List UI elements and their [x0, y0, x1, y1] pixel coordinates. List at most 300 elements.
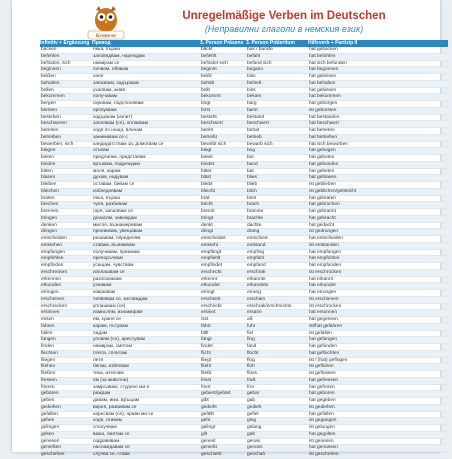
- table-row: [40, 88, 448, 95]
- cell-translation: ставам, възниквам: [93, 242, 135, 248]
- cell-participle: hat gebeten: [309, 168, 335, 174]
- cell-translation: намирам се: [93, 60, 120, 66]
- table-row: [40, 385, 448, 392]
- page-subtitle: (Неправилни глаголи в немския език): [204, 24, 364, 34]
- cell-translation: пропуквам: [93, 107, 117, 113]
- cell-infinitive: gelten: [41, 431, 55, 437]
- logo-text: Kentavar: [95, 33, 117, 39]
- cell-present: bindet: [201, 161, 215, 167]
- cell-preterite: beschwert: [247, 121, 269, 127]
- cell-present: erschrickt: [201, 269, 222, 275]
- cell-present: birgt: [201, 101, 211, 106]
- cell-present: gefällt: [201, 411, 214, 417]
- cell-translation: оставам, бивам се: [93, 182, 135, 187]
- cell-present: gilt: [201, 431, 208, 437]
- cell-preterite: drang: [247, 229, 260, 235]
- cell-infinitive: entscheiden: [41, 236, 67, 241]
- cell-infinitive: befinden, sich: [41, 60, 71, 66]
- cell-preterite: fing: [247, 337, 255, 343]
- cell-infinitive: erscheinen: [41, 296, 65, 302]
- cell-preterite: gebar: [247, 391, 260, 397]
- cell-present: beschwert: [201, 121, 223, 127]
- cell-participle: hat begonnen: [309, 67, 339, 73]
- cell-present: befindet sich: [201, 60, 228, 66]
- cell-translation: скривам, подслонявам: [93, 101, 144, 106]
- cell-present: beginnt: [201, 67, 217, 73]
- cell-preterite: bat: [247, 168, 254, 174]
- table-row: [40, 337, 448, 344]
- cell-participle: ist geschehen: [309, 452, 339, 457]
- table-row: [40, 317, 448, 324]
- cell-present: betreibt: [201, 134, 217, 140]
- cell-preterite: band: [247, 161, 258, 167]
- cell-participle: ist gelungen: [309, 425, 335, 430]
- cell-preterite: bewarb sich: [247, 141, 273, 147]
- cell-preterite: fuhr: [247, 323, 256, 329]
- cell-present: fließt: [201, 371, 212, 376]
- cell-translation: наслаждавам се: [93, 445, 130, 451]
- cell-translation: ям (за животни): [93, 377, 129, 383]
- cell-present: ersinnt: [201, 310, 216, 316]
- cell-infinitive: genesen: [41, 438, 60, 444]
- cell-infinitive: backen: [41, 47, 57, 52]
- cell-translation: карам, пътувам: [93, 323, 128, 329]
- table-row: [40, 290, 448, 297]
- cell-participle: hat gefressen: [309, 377, 339, 383]
- table-row: [40, 189, 448, 196]
- cell-preterite: flog: [247, 357, 255, 363]
- cell-infinitive: betreiben: [41, 134, 62, 140]
- cell-participle: hat entschieden: [309, 236, 343, 241]
- table-row: [40, 297, 448, 304]
- cell-preterite: dachte: [247, 222, 262, 228]
- cell-preterite: fror: [247, 384, 255, 390]
- cell-translation: запазвам, задържам: [93, 80, 139, 86]
- cell-present: behält: [201, 80, 215, 86]
- cell-participle: hat bekommen: [309, 94, 341, 100]
- cell-participle: hat geborgen: [309, 101, 338, 106]
- cell-present: bleibt: [201, 182, 213, 187]
- cell-infinitive: bergen: [41, 101, 56, 106]
- table-row: [40, 283, 448, 290]
- header-participle: Hilfsverb + Partizip II: [308, 40, 358, 46]
- cell-participle: hat geboten: [309, 155, 335, 160]
- cell-translation: решавам, определям: [93, 236, 141, 241]
- cell-infinitive: bellen: [41, 87, 54, 93]
- cell-present: geht: [201, 418, 211, 424]
- cell-translation: вирея, развивам се: [93, 404, 137, 410]
- cell-present: genest: [201, 438, 216, 444]
- cell-present: flicht: [201, 350, 211, 356]
- cell-preterite: biss: [247, 74, 256, 79]
- cell-infinitive: brechen: [41, 202, 59, 208]
- table-row: [40, 223, 448, 230]
- cell-infinitive: blasen: [41, 175, 56, 181]
- table-row: [40, 344, 448, 351]
- cell-infinitive: bitten: [41, 168, 53, 174]
- cell-infinitive: behalten: [41, 80, 60, 86]
- cell-translation: намирам, смятам: [93, 344, 132, 349]
- cell-preterite: fiel: [247, 330, 254, 336]
- cell-participle: hat geflochten: [309, 350, 340, 356]
- cell-translation: сполучвам: [93, 425, 117, 430]
- cell-present: friert: [201, 384, 211, 390]
- cell-present: fällt: [201, 330, 209, 336]
- cell-infinitive: beginnen: [41, 67, 61, 73]
- table-row: [40, 425, 448, 432]
- table-row: [40, 202, 448, 209]
- cell-participle: hat bestanden: [309, 114, 340, 120]
- table-row: [40, 94, 448, 101]
- cell-infinitive: bieten: [41, 155, 55, 160]
- cell-infinitive: biegen: [41, 148, 56, 154]
- cell-participle: hat gefangen: [309, 337, 338, 343]
- cell-participle: hat genossen: [309, 445, 338, 451]
- cell-present: bläst: [201, 175, 212, 181]
- cell-preterite: aß: [247, 317, 253, 322]
- cell-translation: ухапвам, живя: [93, 87, 126, 93]
- cell-preterite: fraß: [247, 377, 256, 383]
- cell-preterite: gelang: [247, 425, 262, 430]
- cell-participle: hat sich befunden: [309, 60, 347, 66]
- cell-infinitive: fließen: [41, 371, 56, 376]
- cell-translation: уплашвам (се): [93, 303, 126, 309]
- table-row: [40, 47, 448, 54]
- cell-infinitive: erschrecken: [41, 303, 68, 309]
- cell-participle: hat befohlen: [309, 53, 336, 59]
- cell-preterite: erschrak/erschreckte: [247, 303, 292, 309]
- table-row: [40, 310, 448, 317]
- header-translation: Превод: [92, 40, 111, 46]
- cell-present: denkt: [201, 222, 213, 228]
- cell-preterite: empfing: [247, 249, 265, 255]
- cell-infinitive: fallen: [41, 330, 53, 336]
- header-infinitive: Infinitiv + Ergänzung: [40, 40, 90, 46]
- table-row: [40, 351, 448, 358]
- cell-preterite: behielt: [247, 80, 262, 86]
- cell-infinitive: erkunden: [41, 283, 62, 289]
- cell-infinitive: empfehlen: [41, 256, 64, 262]
- cell-participle: ist geborsten: [309, 107, 337, 113]
- cell-infinitive: bewerben, sich: [41, 141, 74, 147]
- cell-present: erkennt: [201, 276, 217, 282]
- table-row: [40, 439, 448, 446]
- cell-preterite: flocht: [247, 350, 259, 356]
- cell-participle: hat gebrannt: [309, 209, 336, 214]
- cell-participle: hat gebrochen: [309, 202, 340, 208]
- cell-participle: hat betreten: [309, 128, 335, 133]
- cell-preterite: gefiel: [247, 411, 259, 417]
- cell-translation: връзвам, подреждам: [93, 161, 140, 167]
- cell-present: beißt: [201, 74, 212, 79]
- cell-preterite: ging: [247, 418, 257, 424]
- cell-participle: ist geflohen: [309, 364, 334, 370]
- cell-preterite: bot: [247, 155, 254, 160]
- cell-present: frisst: [201, 377, 212, 383]
- cell-infinitive: bersten: [41, 107, 57, 113]
- cell-translation: получавам, приемам: [93, 249, 140, 255]
- cell-translation: бягам, избягвам: [93, 364, 129, 370]
- cell-participle: hat behalten: [309, 80, 336, 86]
- table-row: [40, 324, 448, 331]
- cell-participle: hat erkundet: [309, 283, 336, 289]
- table-row: [40, 108, 448, 115]
- cell-participle: ist genesen: [309, 438, 334, 444]
- cell-present: erkundet: [201, 283, 220, 289]
- cell-infinitive: ersinnen: [41, 310, 60, 316]
- verb-poster: [12, 0, 440, 457]
- cell-translation: чупя, разбивам: [93, 202, 128, 208]
- cell-preterite: erschien: [247, 296, 266, 302]
- cell-present: entscheidet: [201, 236, 226, 241]
- cell-translation: летя: [93, 357, 104, 363]
- cell-present: bellt: [201, 87, 210, 93]
- cell-infinitive: bekommen: [41, 94, 65, 100]
- cell-present: brät: [201, 195, 210, 201]
- cell-participle: hat gebissen: [309, 87, 337, 93]
- cell-participle: ist gediehen: [309, 404, 335, 410]
- table-row: [40, 121, 448, 128]
- cell-infinitive: entstehen: [41, 242, 63, 248]
- table-row: [40, 81, 448, 88]
- table-row: [40, 256, 448, 263]
- cell-present: besteht: [201, 114, 217, 120]
- cell-translation: избледнявам: [93, 188, 123, 194]
- cell-infinitive: finden: [41, 344, 55, 349]
- cell-translation: измислям, изнамирам: [93, 310, 143, 316]
- cell-preterite: begann: [247, 67, 264, 73]
- table-row: [40, 412, 448, 419]
- cell-participle: hat empfohlen: [309, 256, 340, 262]
- cell-participle: hat sich beworben: [309, 141, 348, 147]
- cell-infinitive: dringen: [41, 229, 58, 235]
- cell-present: erringt: [201, 290, 215, 295]
- cell-translation: кандидатствам за, домогвам се: [93, 141, 164, 147]
- cell-infinitive: fressen: [41, 377, 57, 383]
- cell-translation: почвам, обявам: [93, 67, 129, 73]
- cell-present: gedeiht: [201, 404, 217, 410]
- cell-preterite: erkundete: [247, 283, 269, 289]
- header-present: 3. Person Präsens: [200, 40, 244, 46]
- cell-present: bleicht: [201, 188, 215, 194]
- cell-infinitive: empfinden: [41, 263, 64, 268]
- cell-preterite: briet: [247, 195, 257, 201]
- table-row: [40, 277, 448, 284]
- cell-present: erschrickt: [201, 303, 222, 309]
- verb-table: [40, 47, 448, 459]
- table-row: [40, 304, 448, 311]
- cell-present: gebiert/gebärt: [201, 391, 231, 397]
- cell-infinitive: frieren: [41, 384, 55, 390]
- cell-present: dringt: [201, 229, 213, 235]
- cell-participle: hat gebraten: [309, 195, 336, 201]
- cell-infinitive: braten: [41, 195, 55, 201]
- cell-participle: ist geblieben: [309, 182, 336, 187]
- table-row: [40, 54, 448, 61]
- cell-preterite: gab: [247, 398, 256, 403]
- table-row: [40, 405, 448, 412]
- cell-participle: hat gegolten: [309, 431, 336, 437]
- cell-preterite: befahl: [247, 53, 261, 59]
- cell-infinitive: geschehen: [41, 452, 65, 457]
- cell-infinitive: fangen: [41, 337, 56, 343]
- cell-translation: усещам, чувствам: [93, 263, 134, 268]
- table-row: [40, 169, 448, 176]
- table-row: [40, 371, 448, 378]
- cell-participle: hat gebissen: [309, 74, 337, 79]
- cell-translation: появявам се, изглеждам: [93, 296, 148, 302]
- cell-preterite: genas: [247, 438, 261, 444]
- cell-present: geschieht: [201, 452, 222, 457]
- table-row: [40, 162, 448, 169]
- cell-preterite: barg: [247, 101, 257, 106]
- cell-infinitive: denken: [41, 222, 57, 228]
- cell-participle: hat errungen: [309, 290, 337, 295]
- cell-present: fängt: [201, 337, 212, 343]
- cell-preterite: brachte: [247, 215, 263, 221]
- cell-participle: ist erschrocken: [309, 269, 342, 275]
- cell-infinitive: fahren: [41, 323, 55, 329]
- cell-participle: hat empfangen: [309, 249, 342, 255]
- cell-translation: раждам: [93, 391, 111, 397]
- cell-translation: ям, храня се: [93, 317, 121, 322]
- header-preterite: 3. Person Präteritum: [246, 40, 295, 46]
- table-row: [40, 128, 448, 135]
- cell-preterite: blieb: [247, 182, 258, 187]
- cell-preterite: galt: [247, 431, 255, 437]
- table-row: [40, 142, 448, 149]
- cell-preterite: buk / backte: [247, 47, 273, 52]
- table-row: [40, 155, 448, 162]
- cell-infinitive: gelingen: [41, 425, 60, 430]
- table-row: [40, 364, 448, 371]
- cell-preterite: fand: [247, 344, 257, 349]
- table-row: [40, 135, 448, 142]
- cell-present: flieht: [201, 364, 212, 370]
- cell-translation: пека, пържа: [93, 195, 120, 201]
- cell-infinitive: bestehen: [41, 114, 61, 120]
- cell-translation: разпознавам: [93, 276, 122, 282]
- cell-translation: пека, пържа: [93, 47, 120, 52]
- cell-infinitive: bleiben: [41, 182, 57, 187]
- cell-present: findet: [201, 344, 213, 349]
- page-title: Unregelmäßige Verben im Deutschen: [182, 10, 386, 22]
- cell-present: biegt: [201, 148, 212, 154]
- cell-translation: предлагам, представям: [93, 155, 146, 160]
- cell-translation: огъвам: [93, 148, 109, 154]
- cell-preterite: betrat: [247, 128, 260, 133]
- cell-participle: hat gefallen: [309, 411, 334, 417]
- cell-preterite: entschied: [247, 236, 268, 241]
- cell-translation: издържам (изпит): [93, 114, 133, 120]
- cell-participle: hat erkannt: [309, 276, 334, 282]
- table-row: [40, 182, 448, 189]
- cell-preterite: biss: [247, 87, 256, 93]
- cell-present: bietet: [201, 155, 213, 160]
- cell-infinitive: bleichen: [41, 188, 59, 194]
- cell-translation: заплявам (се), оплаквам: [93, 121, 148, 127]
- cell-preterite: erkannte: [247, 276, 266, 282]
- cell-infinitive: gehen: [41, 418, 55, 424]
- cell-present: bäckt: [201, 47, 213, 52]
- cell-translation: изплашвам се: [93, 269, 125, 275]
- cell-infinitive: flechten: [41, 350, 58, 356]
- cell-infinitive: genießen: [41, 445, 62, 451]
- cell-preterite: genoss: [247, 445, 263, 451]
- table-header: [40, 40, 448, 47]
- cell-participle: hat gefunden: [309, 344, 338, 349]
- cell-present: birst: [201, 107, 211, 113]
- cell-participle: hat geblasen: [309, 175, 337, 181]
- table-row: [40, 229, 448, 236]
- table-row: [40, 391, 448, 398]
- cell-participle: hat gegessen: [309, 317, 338, 322]
- cell-preterite: empfand: [247, 263, 266, 268]
- cell-preterite: bestand: [247, 114, 265, 120]
- cell-preterite: brach: [247, 202, 259, 208]
- cell-infinitive: beschweren: [41, 121, 67, 127]
- cell-infinitive: fliehen: [41, 364, 56, 370]
- cell-preterite: errang: [247, 290, 261, 295]
- cell-present: genießt: [201, 445, 217, 451]
- cell-participle: ist gedrungen: [309, 229, 339, 235]
- cell-present: entsteht: [201, 242, 219, 248]
- cell-translation: ходя, отивам: [93, 418, 122, 424]
- cell-translation: мисля, възнамерявам: [93, 222, 142, 228]
- cell-preterite: befand sich: [247, 60, 272, 66]
- cell-participle: hat gebacken: [309, 47, 338, 52]
- cell-participle: ist/hat gefahren: [309, 323, 343, 329]
- cell-infinitive: befehlen: [41, 53, 60, 59]
- cell-preterite: blies: [247, 175, 257, 181]
- cell-present: gelingt: [201, 425, 216, 430]
- cell-translation: прониквам, увещавам: [93, 229, 143, 235]
- cell-translation: духам, надувам: [93, 175, 129, 181]
- table-row: [40, 101, 448, 108]
- cell-present: bewirbt sich: [201, 141, 227, 147]
- cell-translation: случва се, става: [93, 452, 130, 457]
- cell-preterite: empfahl: [247, 256, 265, 262]
- cell-participle: ist erschienen: [309, 296, 339, 302]
- cell-present: bricht: [201, 202, 213, 208]
- cell-present: empfiehlt: [201, 256, 221, 262]
- cell-present: gibt: [201, 398, 209, 403]
- cell-preterite: entstand: [247, 242, 266, 248]
- cell-translation: занимавам се с: [93, 134, 128, 140]
- cell-participle: hat empfunden: [309, 263, 342, 268]
- cell-participle: hat gefroren: [309, 384, 335, 390]
- table-row: [40, 209, 448, 216]
- cell-preterite: barst: [247, 107, 258, 113]
- table-row: [40, 216, 448, 223]
- cell-translation: получавам: [93, 94, 117, 100]
- cell-preterite: floss: [247, 371, 257, 376]
- cell-translation: тека, изтичам: [93, 371, 124, 376]
- table-row: [40, 67, 448, 74]
- cell-preterite: bog: [247, 148, 256, 154]
- cell-participle: ist entstanden: [309, 242, 339, 248]
- cell-infinitive: gedeihen: [41, 404, 61, 410]
- cell-translation: замръзвам, студено ми е: [93, 384, 150, 390]
- cell-present: betritt: [201, 128, 213, 133]
- cell-infinitive: beißen: [41, 74, 56, 79]
- cell-preterite: bekam: [247, 94, 262, 100]
- cell-translation: моля, карам: [93, 168, 121, 174]
- table-row: [40, 432, 448, 439]
- table-row: [40, 398, 448, 405]
- table-row: [40, 74, 448, 81]
- cell-translation: донасям, завеждам: [93, 215, 137, 221]
